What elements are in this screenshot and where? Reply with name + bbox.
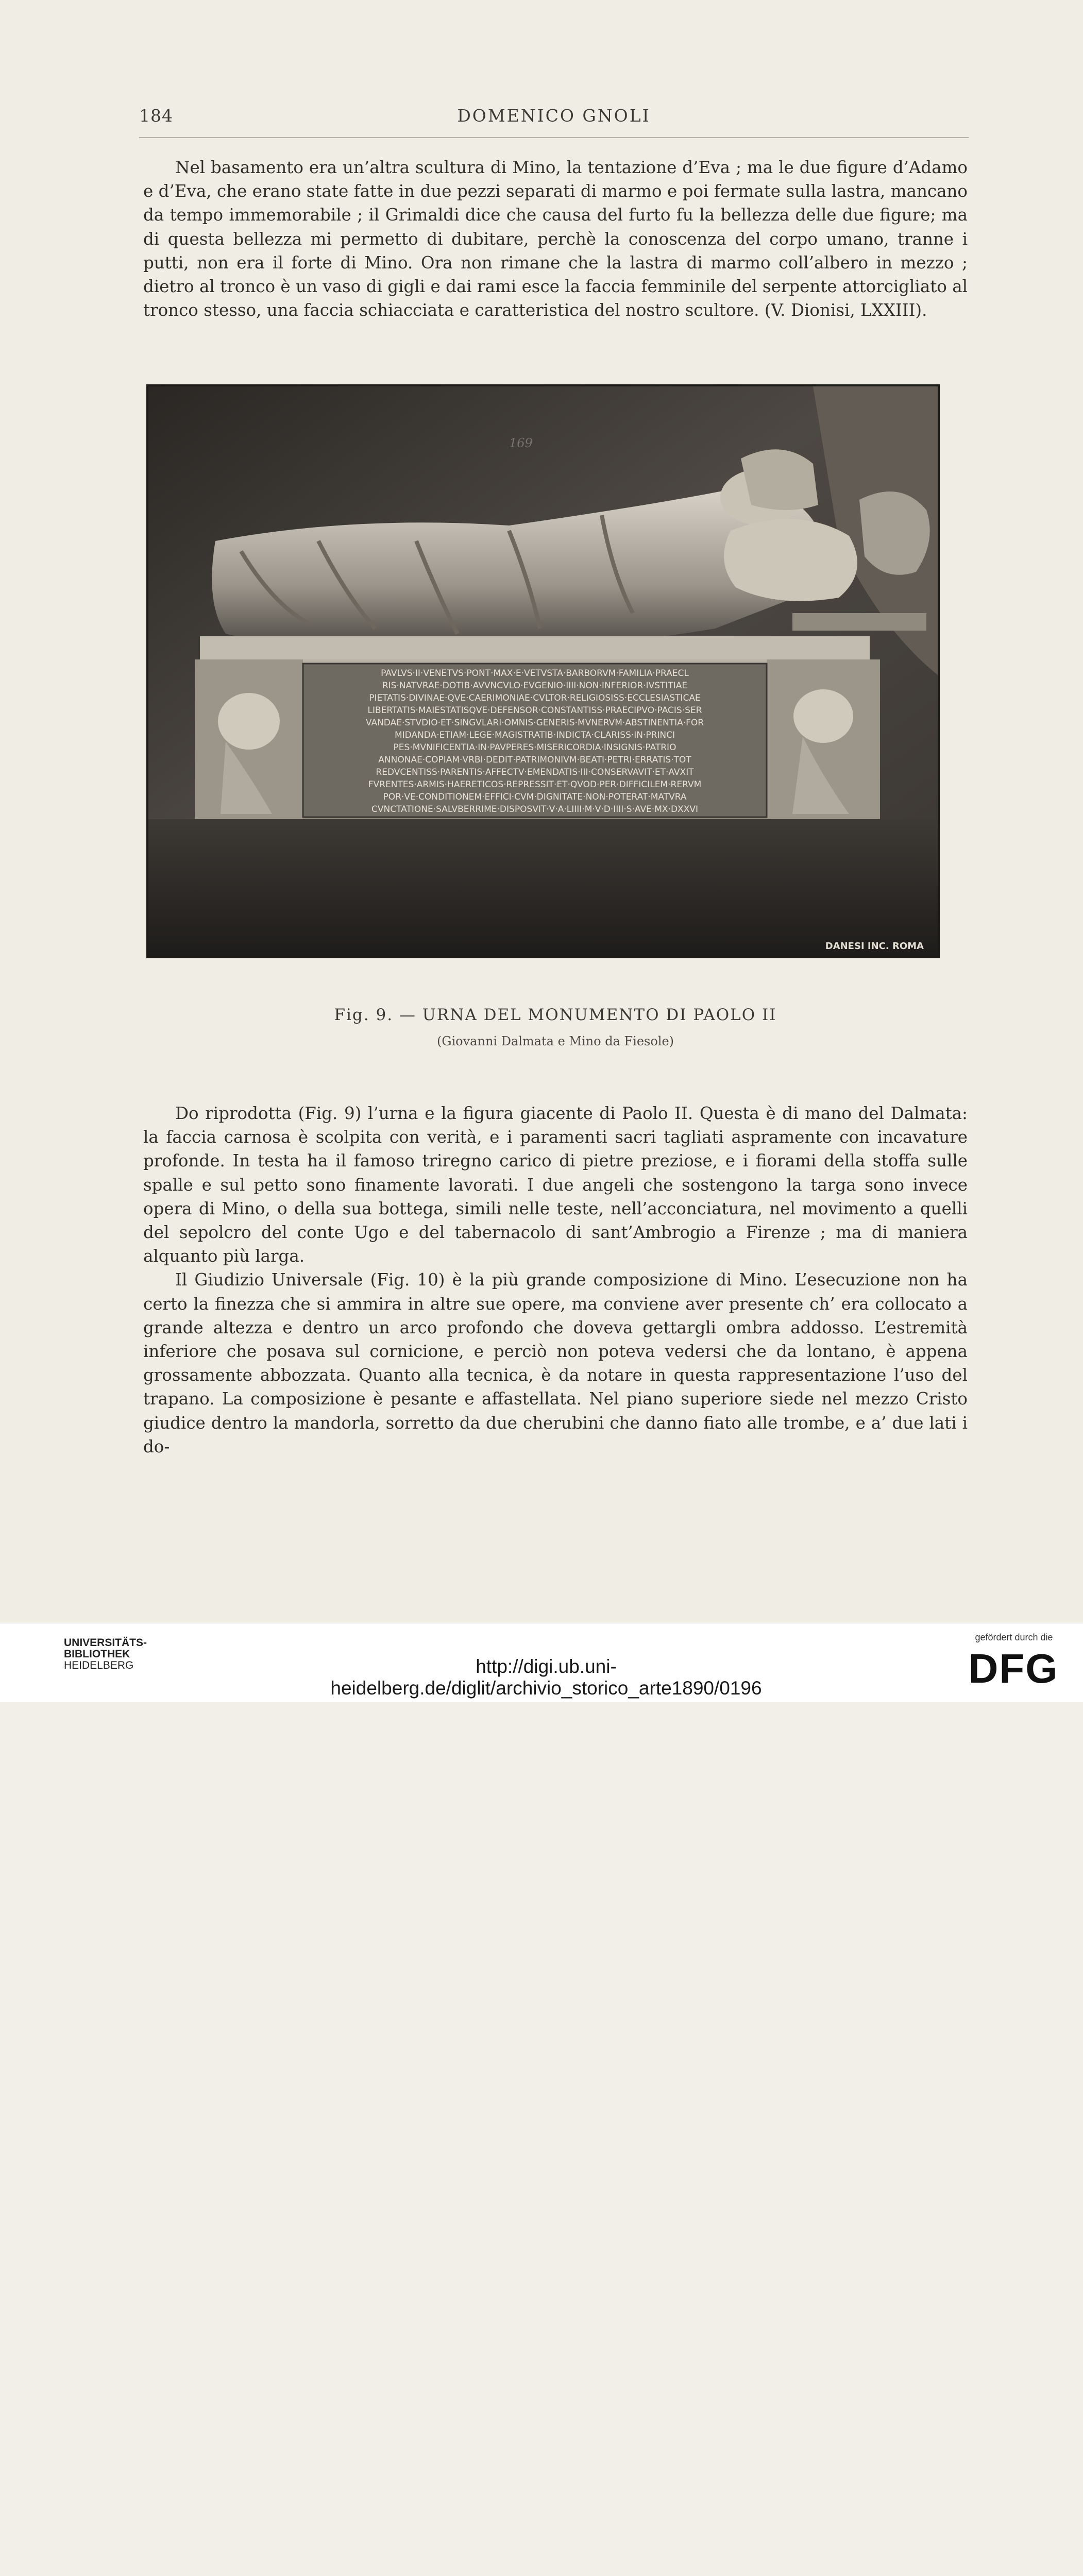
- figure-photo: [146, 384, 940, 958]
- inscription-line: POR·VE·CONDITIONEM·EFFICI·CVM·DIGNITATE·NON·POTERAT·MATVRA: [383, 792, 687, 802]
- inscription-line: ANNONAE·COPIAM·VRBI·DEDIT·PATRIMONIVM·BEATI·PETRI·ERRATIS·TOT: [378, 755, 691, 765]
- running-head-author: DOMENICO GNOLI: [457, 106, 651, 126]
- inscription-line: VANDAE·STVDIO·ET·SINGVLARI·OMNIS·GENERIS·MVNERVM·ABSTINENTIA·FOR: [365, 718, 704, 728]
- figure-caption: Fig. 9. — URNA DEL MONUMENTO DI PAOLO II: [334, 1006, 777, 1024]
- page-number: 184: [139, 106, 173, 126]
- engraver-mark: DANESI INC. ROMA: [825, 941, 924, 952]
- pillow: [724, 519, 857, 601]
- left-angel-head: [218, 693, 280, 750]
- dfg-logo: DFG: [968, 1646, 1059, 1691]
- paragraph: Do riprodotta (Fig. 9) l’urna e la figura giacente di Paolo II. Questa è di mano del Dalmata: la faccia carnosa è scolpita con verità, e i paramenti sacri tagliati aspramente con incavature profonde. In testa ha il famoso triregno carico di pietre preziose, e i fiorami della stoffa sulle spalle e sul petto sono finamente lavorati. I due angeli che sostengono la targa sono invece opera di Mino, o della sua bottega, simili nelle teste, nell’acconciatura, nel movimento a quelli del sepolcro del conte Ugo e del tabernacolo di sant’Ambrogio a Firenze ; ma di maniera alquanto più larga.: [143, 1104, 968, 1266]
- figure-credit: (Giovanni Dalmata e Mino da Fiesole): [436, 1034, 674, 1048]
- running-head: [139, 106, 969, 126]
- floor-shadow: [148, 819, 938, 956]
- body-text-bottom: [143, 1101, 968, 1459]
- inscription-line: REDVCENTISS·PARENTIS·AFFECTV·EMENDATIS·III·CONSERVAVIT·ET·AVXIT: [376, 767, 694, 777]
- inscription-line: LIBERTATIS·MAIESTATISQVE·DEFENSOR·CONSTANTISS·PRAECIPVO·PACIS·SER: [367, 705, 702, 716]
- inscription-line: MIDANDA·ETIAM·LEGE·MAGISTRATIB·INDICTA·CLARISS·IN·PRINCI: [394, 730, 675, 740]
- plate-mark: 169: [509, 436, 533, 450]
- sarcophagus-lid-edge: [200, 636, 870, 660]
- header-rule: [139, 137, 969, 138]
- inscription-tablet: [303, 664, 767, 817]
- cornice-frieze: [792, 613, 926, 631]
- foliage-ornament: [859, 492, 930, 575]
- body-text-top: [143, 156, 968, 322]
- inscription-line: CVNCTATIONE·SALVBERRIME·DISPOSVIT·V·A·LIIII·M·V·D·IIII·S·AVE·MX·DXXVI: [371, 804, 698, 815]
- right-angel-head: [793, 689, 853, 743]
- inscription-line: RIS·NATVRAE·DOTIB·AVVNCVLO·EVGENIO·IIII·NON·INFERIOR·IVSTITIAE: [382, 681, 688, 691]
- inscription-line: PIETATIS·DIVINAE·QVE·CAERIMONIAE·CVLTOR·RELIGIOSISS·ECCLESIASTICAE: [369, 693, 701, 703]
- permalink-url[interactable]: http://digi.ub.uni-heidelberg.de/diglit/archivio_storico_arte1890/0196: [330, 1656, 762, 1699]
- inscription-line: PAVLVS·II·VENETVS·PONT·MAX·E·VETVSTA·BARBORVM·FAMILIA·PRAECL: [381, 668, 689, 679]
- library-name-line: BIBLIOTHEK: [64, 1648, 130, 1660]
- paragraph: Il Giudizio Universale (Fig. 10) è la più grande composizione di Mino. L’esecuzione non ha certo la finezza che si ammira in altre sue opere, ma conviene aver presente ch’ era collocato a grande altezza e dentro un arco profondo che doveva gettargli ombra addosso. L’estremità inferiore che posava sul cornicione, e perciò non poteva vedersi che da lontano, è appena grossamente abbozzata. Quanto alla tecnica, è da notare in questa rappresentazione l’uso del trapano. La composizione è pesante e affastellata. Nel piano superiore siede nel mezzo Cristo giudice dentro la mandorla, sorretto da due cherubini che danno fiato alle trombe, e a’ due lati i do-: [143, 1270, 968, 1456]
- funding-label: gefördert durch die: [975, 1632, 1053, 1642]
- inscription-line: FVRENTES·ARMIS·HAERETICOS·REPRESSIT·ET·QVOD·PER·DIFFICILEM·RERVM: [368, 779, 702, 790]
- library-name: [64, 1637, 147, 1671]
- paragraph: Nel basamento era un’altra scultura di Mino, la tentazione d’Eva ; ma le due figure d’Adamo e d’Eva, che erano state fatte in due pezzi separati di marmo e poi fermate sulla lastra, mancano da tempo immemorabile ; il Grimaldi dice che causa del furto fu la bellezza delle due figure; ma di questa bellezza mi permetto di dubitare, perchè la conoscenza del corpo umano, tranne i putti, non era il forte di Mino. Ora non rimane che la lastra di marmo coll’albero in mezzo ; dietro al tronco è un vaso di gigli e dai rami esce la faccia femminile del serpente attorcigliato al tronco stesso, una faccia schiacciata e caratteristica del nostro scultore. (V. Dionisi, LXXIII).: [143, 158, 968, 320]
- library-name-line: HEIDELBERG: [64, 1659, 134, 1671]
- library-name-line: UNIVERSITÄTS-: [64, 1637, 147, 1649]
- inscription-line: PES·MVNIFICENTIA·IN·PAVPERES·MISERICORDIA·INSIGNIS·PATRIO: [393, 742, 676, 753]
